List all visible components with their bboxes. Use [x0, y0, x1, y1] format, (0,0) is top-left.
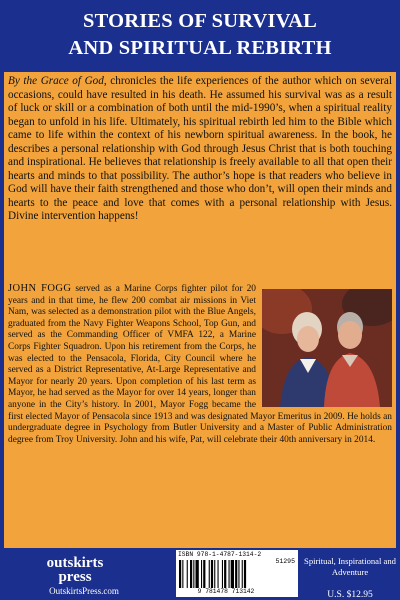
cover-footer	[4, 550, 396, 600]
author-bio-panel	[4, 280, 396, 548]
barcode-bars	[179, 560, 275, 588]
cover-title	[0, 8, 400, 62]
author-photo	[262, 289, 392, 407]
book-description-text: , chronicles the life experiences of the author which on several occasions, could have resulted in his death. He assumed his survival was as a result of luck or skill or a combination of both until the mid-1990’s, when a spiritual reality began to unfold in his life. Ultimately, his spiritual rebirth led him to the Bible which came to life within the context of his newborn spiritual awareness. In the book, he describes a personal relationship with God through Jesus Christ that is both touching and inspirational. He believes that relationship is freely available to all that open their hearts and minds to that possibility. The author’s hope is that readers who believe in God will have their faith strengthened and those who don’t, will open their minds and hearts to the peace and love that comes with a personal relationship with Jesus. Divine intervention happens!	[8, 75, 392, 222]
title-line-2: AND SPIRITUAL REBIRTH	[68, 37, 332, 59]
genre-label: Spiritual, Inspirational and Adventure	[304, 556, 396, 577]
author-bio-text: served as a Marine Corps fighter pilot for 20 years and in that time, he flew 200 combat air missions in Viet Nam, was selected as a demonstration pilot with the Blue Angels, graduated from the Navy Fighter Weapons School, Top Gun, and served as the Commanding Officer of VMFA 122, a Marine Corps Fighter Squadron. Upon his retirement from the Corps, he was elected to the Pensacola, Florida, City Council where he served as a District Representative, At-Large Representative and Mayor for nearly 20 years. Upon completion of his last term as Mayor, he had served as the Mayor for over 14 years, longer than anyone in the City’s history. In 2001, Mayor Fogg became the first elected Mayor of Pensacola since 1913 and was designated Mayor Emeritus in 2009. He holds an undergraduate degree in Psychology from Butler University and a Master of Public Administration degree from Troy University. John and his wife, Pat, will celebrate their 40th anniversary in 2014.	[8, 284, 392, 445]
book-title-italic: By the Grace of God	[8, 75, 104, 87]
publisher-logo	[20, 556, 130, 584]
barcode-digits: 9 781478 713142	[197, 588, 255, 595]
publisher-logo-top: outskirts	[46, 555, 104, 571]
isbn-number: ISBN 978-1-4787-1314-2	[178, 551, 262, 558]
title-line-1: STORIES OF SURVIVAL	[83, 10, 317, 32]
author-name: JOHN FOGG	[8, 283, 72, 294]
price-label: U.S. $12.95	[327, 590, 373, 600]
publisher-logo-bottom: press	[58, 569, 92, 585]
isbn-barcode	[176, 550, 298, 597]
publisher-website: OutskirtsPress.com	[49, 586, 119, 596]
book-description-panel	[4, 72, 396, 280]
price-code: 51295	[275, 558, 295, 565]
